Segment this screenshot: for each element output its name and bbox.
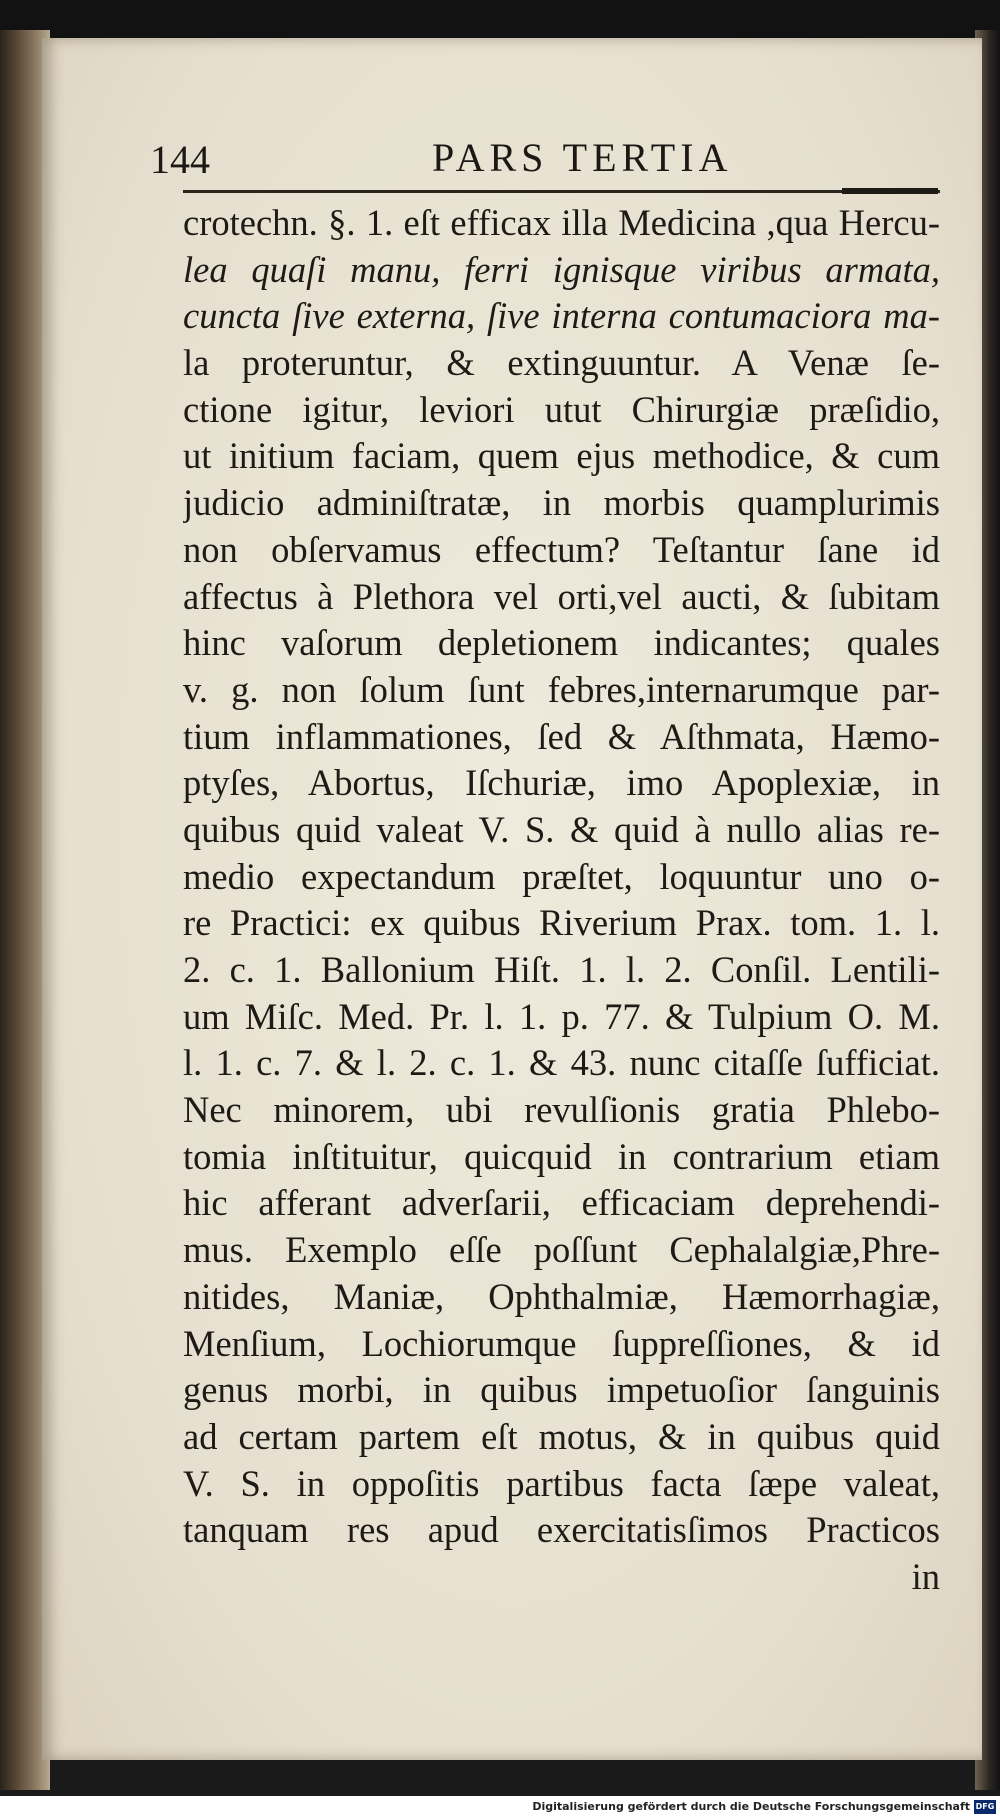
text-line: l. 1. c. 7. & l. 2. c. 1. & 43. nunc citaſſe ſufficiat. — [183, 1042, 940, 1084]
text-line: nitides, Maniæ, Ophthalmiæ, Hæmorrhagiæ, — [183, 1275, 940, 1317]
text-line: Menſium, Lochiorumque ſuppreſſiones, & id — [183, 1322, 940, 1364]
text-line: tanquam res apud exercitatisſimos Practicos — [183, 1509, 940, 1551]
text-line: genus morbi, in quibus impetuoſior ſanguinis — [183, 1369, 940, 1411]
funding-attribution: Digitalisierung gefördert durch die Deutsche Forschungsgemeinschaft — [532, 1800, 970, 1813]
body-text — [183, 200, 940, 1601]
header-rule-end — [842, 188, 938, 194]
scan-background — [0, 0, 1000, 40]
text-line: ptyſes, Abortus, Iſchuriæ, imo Apoplexiæ, in — [183, 762, 940, 804]
text-line: re Practici: ex quibus Riverium Prax. tom. 1. l. — [183, 902, 940, 944]
text-line: mus. Exemplo eſſe poſſunt Cephalalgiæ,Phre- — [183, 1229, 940, 1271]
dfg-logo-icon: DFG — [974, 1800, 996, 1814]
text-line: crotechn. §. 1. eſt efficax illa Medicina ,qua Hercu- — [183, 202, 940, 243]
text-line: quibus quid valeat V. S. & quid à nullo alias re- — [183, 808, 940, 850]
running-head — [150, 136, 950, 196]
page-number: 144 — [150, 137, 210, 182]
text-line: cuncta ſive externa, ſive interna contumaciora ma- — [183, 295, 940, 337]
text-line: ad certam partem eſt motus, & in quibus quid — [183, 1415, 940, 1457]
text-line: 2. c. 1. Ballonium Hiſt. 1. l. 2. Conſil. Lentili- — [183, 949, 940, 990]
text-line: lea quaſi manu, ferri ignisque viribus armata, — [183, 248, 940, 290]
text-line: hic afferant adverſarii, efficaciam deprehendi- — [183, 1182, 940, 1224]
text-line: ut initium faciam, quem ejus methodice, & cum — [183, 435, 940, 477]
text-line: Nec minorem, ubi revulſionis gratia Phlebo- — [183, 1089, 940, 1131]
text-line: medio expectandum præſtet, loquuntur uno o- — [183, 855, 940, 897]
text-line: v. g. non ſolum ſunt febres,internarumque par- — [183, 668, 940, 710]
text-line: affectus à Plethora vel orti,vel aucti, & ſubitam — [183, 575, 940, 617]
footer-bar — [0, 1796, 1000, 1820]
section-title: PARS TERTIA — [432, 135, 733, 180]
text-line: la proteruntur, & extinguuntur. A Venæ ſe- — [183, 342, 940, 384]
text-line: non obſervamus effectum? Teſtantur ſane id — [183, 528, 940, 570]
text-line: tium inflammationes, ſed & Aſthmata, Hæmo- — [183, 715, 940, 757]
text-line: V. S. in oppoſitis partibus facta ſæpe valeat, — [183, 1462, 940, 1504]
catchword: in — [911, 1555, 940, 1597]
text-line: hinc vaſorum depletionem indicantes; quales — [183, 622, 940, 664]
text-line: tomia inſtituitur, quicquid in contrarium etiam — [183, 1135, 940, 1177]
header-rule — [183, 190, 940, 193]
text-line: um Miſc. Med. Pr. l. 1. p. 77. & Tulpium O. M. — [183, 995, 940, 1037]
text-line: judicio adminiſtratæ, in morbis quamplurimis — [183, 482, 940, 524]
text-line: ctione igitur, leviori utut Chirurgiæ præſidio, — [183, 388, 940, 430]
